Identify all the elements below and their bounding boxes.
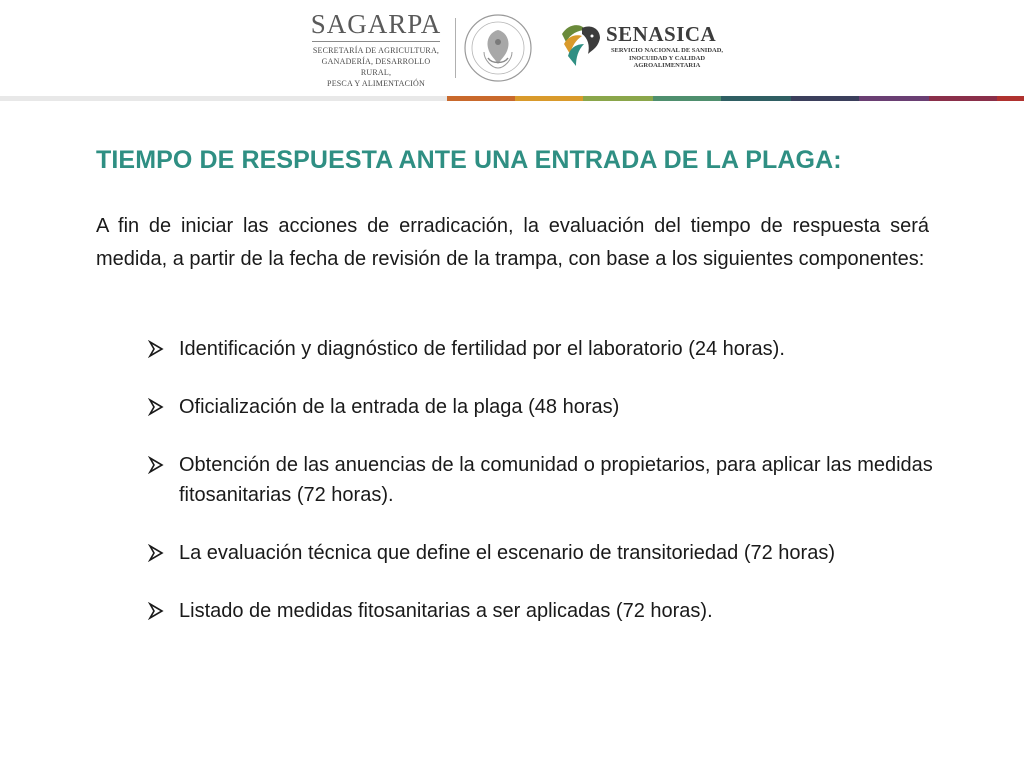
slide-header <box>0 0 1024 96</box>
color-bar-segment <box>929 96 997 101</box>
senasica-logo-subtitle-3: AGROALIMENTARIA <box>633 62 701 69</box>
color-bar-segment <box>447 96 515 101</box>
list-item-text: Oficialización de la entrada de la plaga (48 horas) <box>179 396 620 418</box>
slide-title: TIEMPO DE RESPUESTA ANTE UNA ENTRADA DE LA PLAGA: <box>96 146 842 174</box>
arrow-bullet-icon <box>147 398 165 416</box>
list-item <box>147 450 937 510</box>
arrow-bullet-icon <box>147 456 165 474</box>
list-item <box>147 596 937 626</box>
senasica-logo <box>558 20 728 80</box>
color-bar-segment <box>515 96 583 101</box>
senasica-logo-subtitle-1: SERVICIO NACIONAL DE SANIDAD, <box>610 47 724 54</box>
list-item <box>147 392 937 422</box>
list-item-text: La evaluación técnica que define el escenario de transitoriedad (72 horas) <box>179 542 835 564</box>
sagarpa-logo-subtitle-2: GANADERÍA, DESARROLLO RURAL, <box>321 57 431 77</box>
color-bar-segment <box>583 96 653 101</box>
sagarpa-logo <box>306 10 446 90</box>
arrow-bullet-icon <box>147 602 165 620</box>
logo-divider <box>455 18 456 78</box>
senasica-logo-subtitle <box>608 47 726 70</box>
sagarpa-logo-name: SAGARPA <box>310 9 442 39</box>
color-bar-segment <box>859 96 929 101</box>
list-item-text: Obtención de las anuencias de la comunidad o propietarios, para aplicar las medidas fitosanitarias (72 horas). <box>179 454 933 506</box>
color-bar-segment <box>997 96 1024 101</box>
arrow-bullet-icon <box>147 340 165 358</box>
senasica-logo-name: SENASICA <box>606 22 717 46</box>
intro-paragraph: A fin de iniciar las acciones de erradicación, la evaluación del tiempo de respuesta será medida, a partir de la fecha de revisión de la trampa, con base a los siguientes componentes: <box>96 215 929 270</box>
sagarpa-logo-rule <box>312 41 440 42</box>
color-bar-segment <box>653 96 721 101</box>
components-list <box>147 334 937 654</box>
senasica-emblem-icon <box>558 20 602 76</box>
list-item-text: Identificación y diagnóstico de fertilidad por el laboratorio (24 horas). <box>179 338 785 360</box>
seal-icon <box>462 12 534 84</box>
sagarpa-logo-subtitle-3: PESCA Y ALIMENTACIÓN <box>327 79 425 88</box>
color-bar-segment <box>0 96 447 101</box>
sagarpa-logo-subtitle-1: SECRETARÍA DE AGRICULTURA, <box>312 46 440 55</box>
list-item <box>147 334 937 364</box>
header-color-bar <box>0 96 1024 101</box>
color-bar-segment <box>721 96 791 101</box>
color-bar-segment <box>791 96 859 101</box>
arrow-bullet-icon <box>147 544 165 562</box>
list-item <box>147 538 937 568</box>
senasica-logo-subtitle-2: INOCUIDAD Y CALIDAD <box>628 54 706 62</box>
list-item-text: Listado de medidas fitosanitarias a ser aplicadas (72 horas). <box>179 600 713 622</box>
